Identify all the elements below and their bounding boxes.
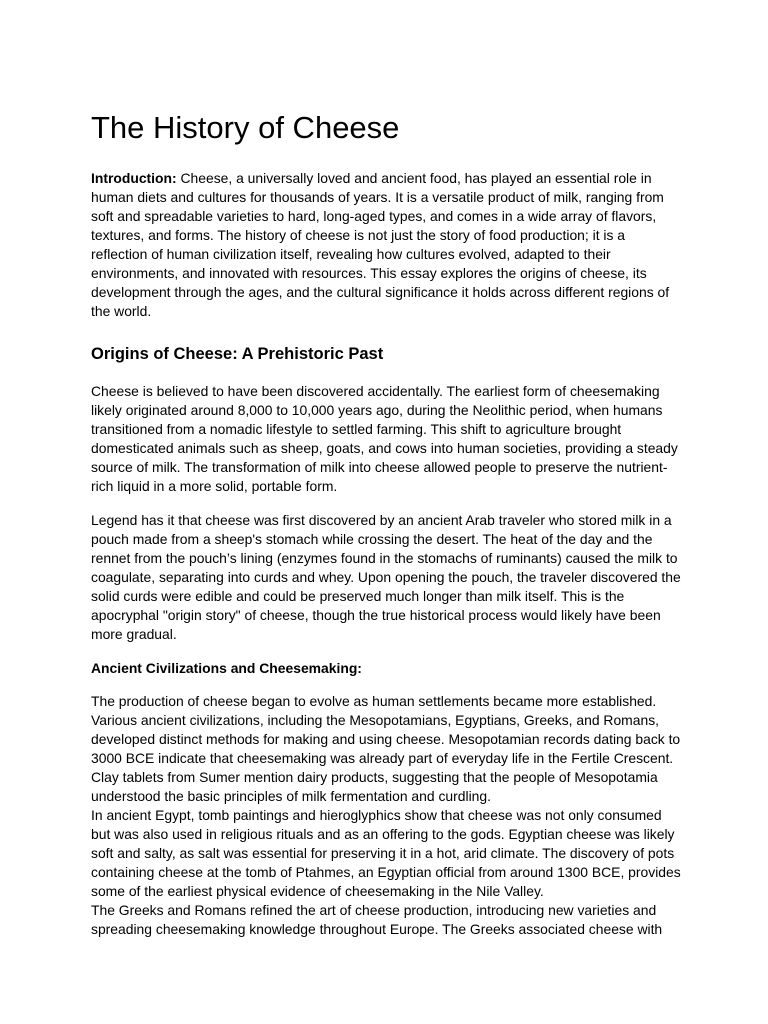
intro-label: Introduction: <box>91 170 177 186</box>
ancient-paragraph-3: The Greeks and Romans refined the art of cheese production, introducing new varieties and spreading cheesemaking knowledge throughout Europe. The Greeks associated cheese with <box>91 902 663 937</box>
document-title: The History of Cheese <box>91 110 400 145</box>
origins-paragraph-2: Legend has it that cheese was first discovered by an ancient Arab traveler who stored milk in a pouch made from a sheep's stomach while crossing the desert. The heat of the day and the rennet from the pouch’s lining (enzymes found in the stomachs of ruminants) caused the milk to coagulate, separating into curds and whey. Upon opening the pouch, the traveler discovered the solid curds were edible and could be preserved much longer than milk itself. This is the apocryphal "origin story" of cheese, though the true historical process would likely have been more gradual. <box>91 512 681 642</box>
origins-paragraph-1: Cheese is believed to have been discovered accidentally. The earliest form of cheesemaking likely originated around 8,000 to 10,000 years ago, during the Neolithic period, when humans transitioned from a nomadic lifestyle to settled farming. This shift to agriculture brought domesticated animals such as sheep, goats, and cows into human societies, providing a steady source of milk. The transformation of milk into cheese allowed people to preserve the nutrient-rich liquid in a more solid, portable form. <box>91 383 678 494</box>
intro-paragraph <box>91 169 681 321</box>
ancient-paragraph-2: In ancient Egypt, tomb paintings and hieroglyphics show that cheese was not only consumed but was also used in religious rituals and as an offering to the gods. Egyptian cheese was likely soft and salty, as salt was essential for preserving it in a hot, arid climate. The discovery of pots containing cheese at the tomb of Ptahmes, an Egyptian official from around 1300 BCE, provides some of the earliest physical evidence of cheesemaking in the Nile Valley. <box>91 807 681 899</box>
section-heading-ancient-civilizations: Ancient Civilizations and Cheesemaking: <box>91 660 362 676</box>
document-page <box>91 108 681 939</box>
intro-text: Cheese, a universally loved and ancient food, has played an essential role in human diets and cultures for thousands of years. It is a versatile product of milk, ranging from soft and spreadable varieties to hard, long-aged types, and comes in a wide array of flavors, textures, and forms. The history of cheese is not just the story of food production; it is a reflection of human civilization itself, revealing how cultures evolved, adapted to their environments, and innovated with resources. This essay explores the origins of cheese, its development through the ages, and the cultural significance it holds across different regions of the world. <box>91 170 670 319</box>
ancient-paragraph-1: The production of cheese began to evolve as human settlements became more established. Various ancient civilizations, including the Mesopotamians, Egyptians, Greeks, and Romans, developed distinct methods for making and using cheese. Mesopotamian records dating back to 3000 BCE indicate that cheesemaking was already part of everyday life in the Fertile Crescent. Clay tablets from Sumer mention dairy products, suggesting that the people of Mesopotamia understood the basic principles of milk fermentation and curdling. <box>91 693 681 804</box>
section-heading-origins: Origins of Cheese: A Prehistoric Past <box>91 345 384 363</box>
